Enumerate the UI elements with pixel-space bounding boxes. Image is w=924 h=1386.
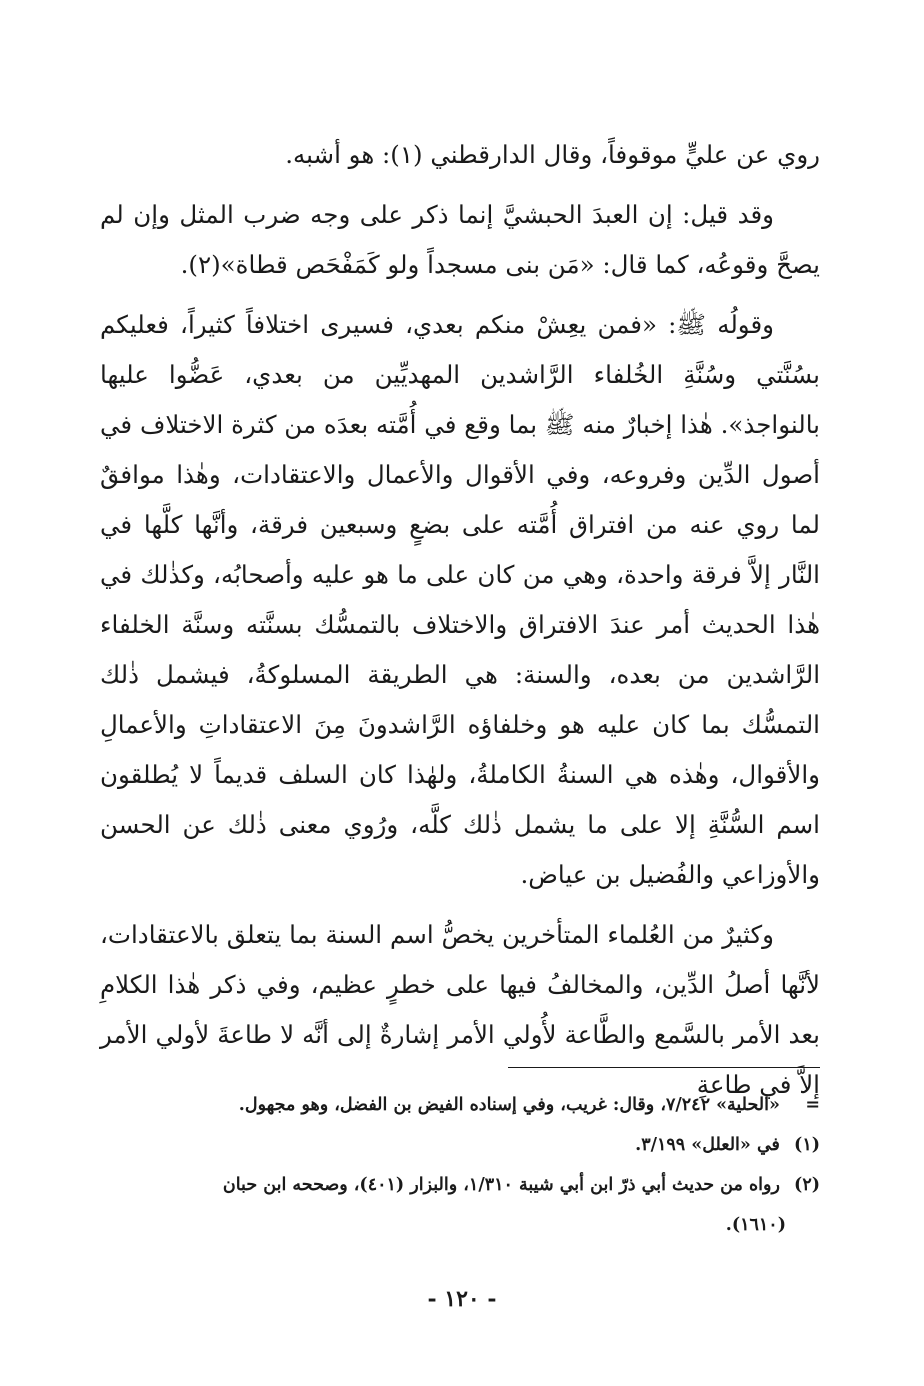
paragraph-2: وقد قيل: إن العبدَ الحبشيَّ إنما ذكر على وجه ضرب المثل وإن لم يصحَّ وقوعُه، كما قال: «مَن بنى مسجداً ولو كَمَفْحَص قطاة»(٢). xyxy=(100,200,820,279)
footnote-continued xyxy=(100,1085,820,1125)
footnote-mark: = xyxy=(805,1095,820,1115)
paragraph-1: روي عن عليٍّ موقوفاً، وقال الدارقطني (١): هو أشبه. xyxy=(285,140,820,169)
footnote-mark: (١) xyxy=(794,1135,820,1155)
footnote-mark: (٢) xyxy=(794,1175,820,1195)
footnote-text: «الحلية» ٧/٢٤٢، وقال: غريب، وفي إسناده الفيض بن الفضل، وهو مجهول. xyxy=(238,1095,780,1115)
paragraph-4: وكثيرٌ من العُلماء المتأخرين يخصُّ اسم السنة بما يتعلق بالاعتقادات، لأنَّها أصلُ الدِّين، والمخالفُ فيها على خطرٍ عظيم، وفي ذكر هٰذا الكلامِ بعد الأمر بالسَّمع والطَّاعة لأُولي الأمر إشارةٌ إلى أنَّه لا طاعةَ لأولي الأمر إلاَّ في طاعةِ xyxy=(100,920,820,1099)
main-text xyxy=(100,130,820,1110)
footnote-2 xyxy=(100,1165,820,1245)
page-number: - ١٢٠ - xyxy=(427,1286,497,1312)
footnote-text: في «العلل» ٣/١٩٩. xyxy=(635,1135,780,1155)
footnote-text: رواه من حديث أبي ذرّ ابن أبي شيبة ١/٣١٠، والبزار (٤٠١)، وصححه ابن حبان xyxy=(222,1175,780,1195)
paragraph-3: وقولُه ﷺ: «فمن يعِشْ منكم بعدي، فسيرى اختلافاً كثيراً، فعليكم بسُنَّتي وسُنَّةِ الخُلفاء الرَّاشدين المهديِّين من بعدي، عَضُّوا عليها بالنواجذ». هٰذا إخبارٌ منه ﷺ بما وقع في أُمَّته بعدَه من كثرة الاختلاف في أصول الدِّين وفروعه، وفي الأقوال والأعمال والاعتقادات، وهٰذا موافقٌ لما روي عنه من افتراق أُمَّته على بضعٍ وسبعين فرقة، وأنَّها كلَّها في النَّار إلاَّ فرقة واحدة، وهي من كان على ما هو عليه وأصحابُه، وكذٰلك في هٰذا الحديث أمر عندَ الافتراق والاختلاف بالتمسُّك بسنَّته وسنَّة الخلفاء الرَّاشدين من بعده، والسنة: هي الطريقة المسلوكةُ، فيشمل ذٰلك التمسُّك بما كان عليه هو وخلفاؤه الرَّاشدونَ مِنَ الاعتقاداتِ والأعمالِ والأقوال، وهٰذه هي السنةُ الكاملةُ، ولهٰذا كان السلف قديماً لا يُطلقون اسم السُّنَّةِ إلا على ما يشمل ذٰلك كلَّه، ورُوي معنى ذٰلك عن الحسن والأوزاعي والفُضيل بن عياض. xyxy=(100,310,820,889)
footnotes xyxy=(100,1085,820,1245)
footnote-1 xyxy=(100,1125,820,1165)
footnote-continuation: (١٦١٠). xyxy=(725,1215,786,1235)
footnote-divider xyxy=(508,1067,820,1068)
